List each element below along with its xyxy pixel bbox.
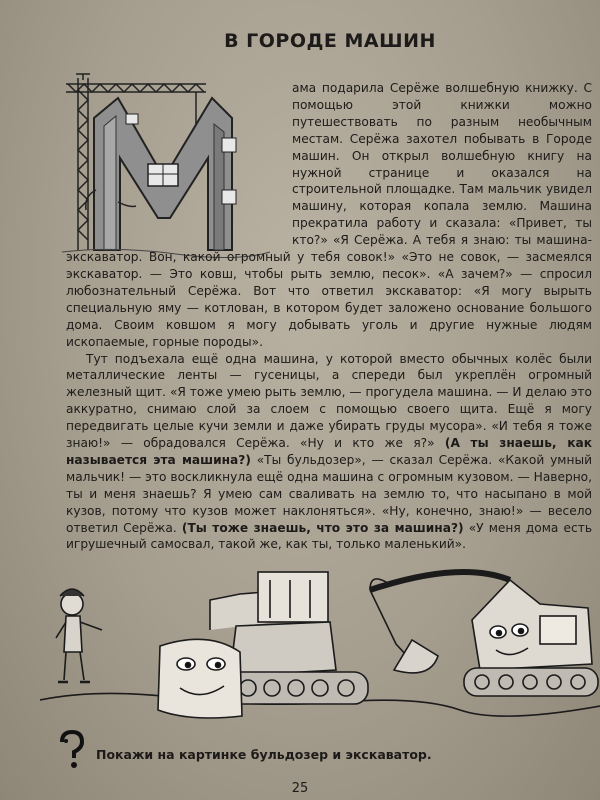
bulldozer-figure [158, 572, 368, 718]
machines-illustration [40, 560, 600, 750]
story-text [66, 80, 592, 553]
question-2: (Ты тоже знаешь, что это за машина?) [181, 520, 464, 535]
excavator-figure [370, 572, 598, 696]
task-instruction: Покажи на картинке бульдозер и экскаватор. [96, 747, 432, 762]
chapter-title: В ГОРОДЕ МАШИН [224, 30, 436, 52]
question-mark-icon [52, 730, 88, 770]
paragraph-1: ама подарила Серёже волшебную книжку. С помощью этой книжки можно путешествовать по разным необычным местам. Серёжа захотел побывать в Городе машин. Он открыл волшебную книгу на нужной странице и оказался на строительной площадке. Там мальчик увидел машину, которая копала землю. Машина прекратила работу и сказала: «Привет, ты кто?» «Я Серёжа. А тебя я знаю: ты машина-экскаватор. Вон, какой огромный у тебя совок!» «Это не совок, — засмеялся экскаватор. — Это ковш, чтобы рыть землю, песок». «А зачем?» — спросил любознательный Серёжа. Вот что ответил экскаватор: «Я могу вырыть специальную яму — котлован, в котором будет заложено основание большого дома. Своим ковшом я могу добывать уголь и другие нужные людям ископаемые, горные породы». [66, 81, 592, 349]
question-1: (А ты знаешь, как называется эта машина?) [66, 436, 592, 467]
paragraph-2: Тут подъехала ещё одна машина, у которой вместо обычных колёс были металлические ленты — гусеницы, а спереди был укреплён огромный железный щит. «Я тоже умею рыть землю, — прогудела машина. — И делаю это аккуратно, снимаю слой за слоем с помощью своего щита. Ещё я могу передвигать целые кучи земли и даже убирать груды мусора». «И тебя я тоже знаю!» — обрадовался Серёжа. «Ну и кто же я?» (А ты знаешь, как называется эта машина?) «Ты бульдозер», — сказал Серёжа. «Какой умный мальчик! — это воскликнула ещё одна машина с огромным кузовом. — Наверно, ты и меня знаешь? Я умею сам сваливать на землю то, что насыпано в мой кузов, потому что кузов может наклоняться». «Ну, конечно, знаю!» — весело ответил Серёжа. (Ты тоже знаешь, что это за машина?) «У меня дома есть игрушечный самосвал, такой же, как ты, только маленький». [66, 351, 593, 552]
page-number: 25 [291, 781, 309, 796]
boy-figure [56, 589, 102, 682]
